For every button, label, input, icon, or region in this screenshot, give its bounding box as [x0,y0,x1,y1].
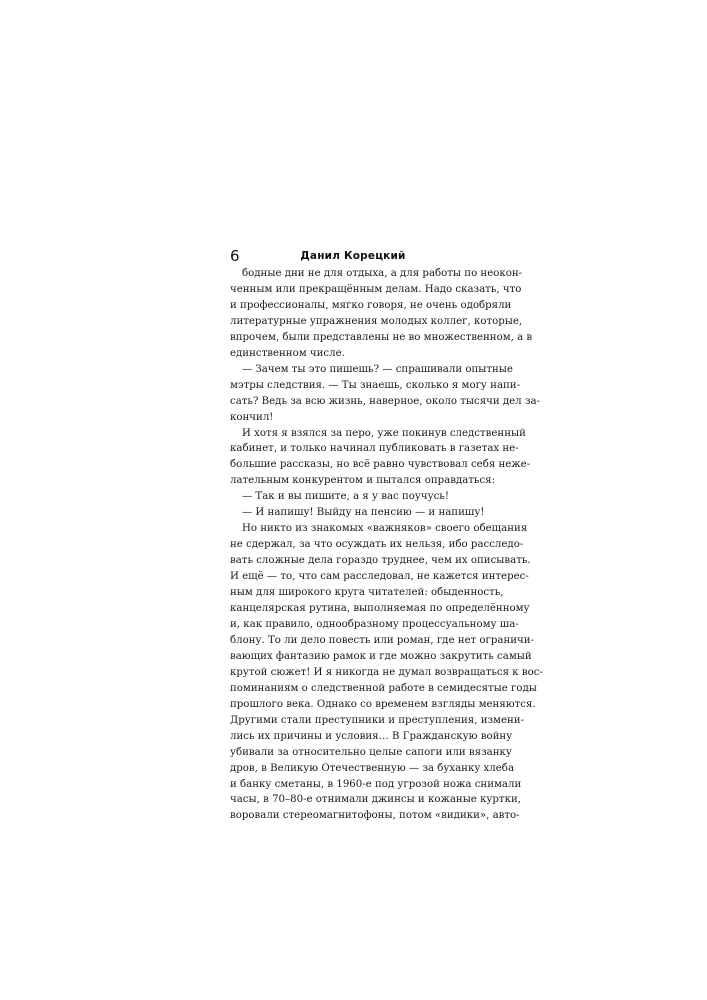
text-line: Но никто из знакомых «важняков» своего обещания [242,523,528,535]
paragraph [230,426,531,490]
text-line: сать? Ведь за всю жизнь, наверное, около тысячи дел за- [230,395,540,407]
text-line: литературные упражнения молодых коллег, которые, [230,315,523,327]
text-line: ченным или прекращённым делам. Надо сказать, что [230,283,522,295]
text-line: И ещё — то, что сам расследовал, не кажется интерес- [230,571,529,583]
text-line: впрочем, были представлены не во множественном, а в [230,331,533,343]
text-line: — Так и вы пишите, а я у вас поучусь! [242,491,449,503]
text-line: и профессионалы, мягко говоря, не очень одобряли [230,299,512,311]
paragraph [230,505,485,521]
text-line: воровали стереомагнитофоны, потом «видики», авто- [230,810,520,822]
text-line: мэтры следствия. — Ты знаешь, сколько я могу напи- [230,379,521,391]
text-line: единственном числе. [230,347,345,359]
text-line: Другими стали преступники и преступления, измени- [230,714,525,726]
text-line: поминаниям о следственной работе в семидесятые годы [230,682,537,694]
text-line: лись их причины и условия… В Гражданскую войну [230,730,513,742]
text-line: ным для широкого круга читателей: обыденность, [230,587,504,599]
text-line: дров, в Великую Отечественную — за буханку хлеба [230,762,515,774]
text-line: и банку сметаны, в 1960-е под угрозой ножа снимали [230,778,522,790]
text-line: кончил! [230,411,274,423]
text-line: кабинет, и только начинал публиковать в газетах не- [230,443,519,455]
paragraph [230,266,533,362]
paragraph [230,489,478,505]
text-line: блону. То ли дело повесть или роман, где нет ограничи- [230,634,535,646]
text-line: канцелярская рутина, выполняемая по определённому [230,603,530,615]
text-line: И хотя я взялся за перо, уже покинув следственный [242,427,526,439]
text-line: и, как правило, однообразному процессуальному ша- [230,618,519,630]
text-line: прошлого века. Однако со временем взгляды меняются. [230,698,536,710]
text-line: — И напишу! Выйду на пенсию — и напишу! [242,507,485,519]
text-line: — Зачем ты это пишешь? — спрашивали опытные [242,363,513,375]
running-head-author: Данил Корецкий [300,250,406,262]
body-text [230,266,543,824]
paragraph [230,521,543,824]
text-line: вать сложные дела гораздо труднее, чем их описывать. [230,555,531,567]
page-number: 6 [230,247,240,265]
text-line: бодные дни не для отдыха, а для работы по неокон- [242,268,523,279]
text-line: крутой сюжет! И я никогда не думал возвращаться к вос- [230,666,543,678]
text-line: убивали за относительно целые сапоги или вязанку [230,746,512,758]
text-line: лательным конкурентом и пытался оправдаться: [230,475,496,487]
text-line: часы, в 70–80-е отнимали джинсы и кожаные куртки, [230,794,521,806]
text-line: вающих фантазию рамок и где можно закрутить самый [230,650,532,662]
paragraph [230,362,540,426]
text-line: не сдержал, за что осуждать их нельзя, ибо расследо- [230,539,524,551]
text-line: большие рассказы, но всё равно чувствовал себя нежe- [230,459,531,471]
